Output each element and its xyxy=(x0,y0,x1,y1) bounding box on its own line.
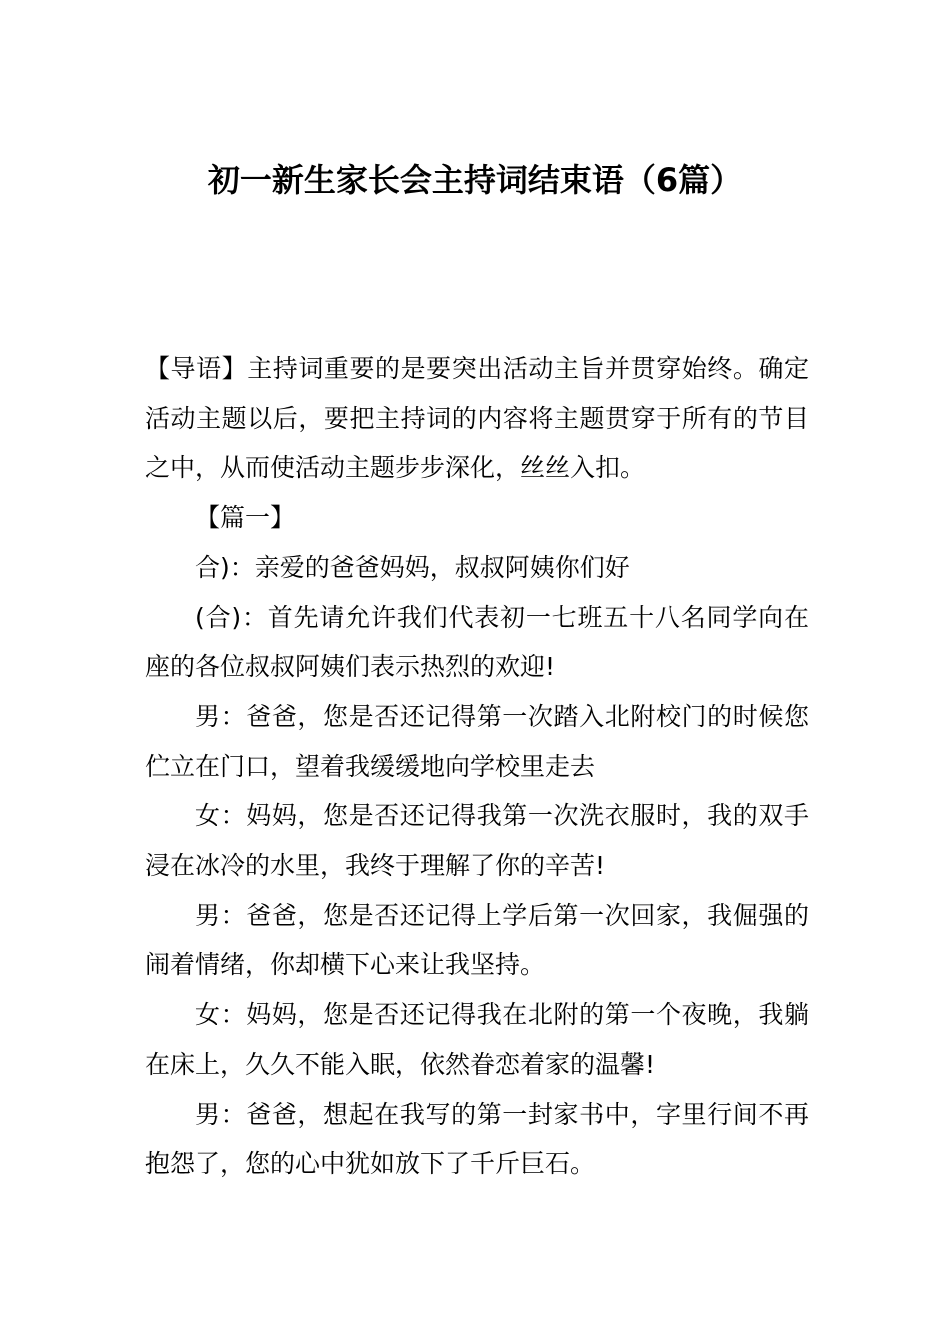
dialogue-line: 合)：亲爱的爸爸妈妈，叔叔阿姨你们好 xyxy=(195,552,630,582)
intro-paragraph: 【导语】主持词重要的是要突出活动主旨并贯穿始终。确定活动主题以后，要把主持词的内容将主题贯穿于所有的节目之中，从而使活动主题步步深化，丝丝入扣。 xyxy=(145,354,809,483)
dialogue-line: 女：妈妈，您是否还记得我在北附的第一个夜晚，我躺在床上，久久不能入眠，依然眷恋着家的温馨! xyxy=(145,1000,809,1079)
dialogue-line: 男：爸爸，想起在我写的第一封家书中，字里行间不再抱怨了，您的心中犹如放下了千斤巨石。 xyxy=(145,1099,809,1179)
section-heading: 【篇一】 xyxy=(195,503,296,533)
dialogue-line: 男：爸爸，您是否还记得上学后第一次回家，我倔强的闹着情绪，你却横下心来让我坚持。 xyxy=(145,900,809,980)
document-body xyxy=(145,344,809,1189)
document-title: 初一新生家长会主持词结束语（6篇） xyxy=(207,161,743,199)
dialogue-line: (合)：首先请允许我们代表初一七班五十八名同学向在座的各位叔叔阿姨们表示热烈的欢迎! xyxy=(145,602,809,682)
dialogue-line: 女：妈妈，您是否还记得我第一次洗衣服时，我的双手浸在冰冷的水里，我终于理解了你的辛苦! xyxy=(145,801,809,881)
dialogue-line: 男：爸爸，您是否还记得第一次踏入北附校门的时候您伫立在门口，望着我缓缓地向学校里走去 xyxy=(145,701,809,781)
